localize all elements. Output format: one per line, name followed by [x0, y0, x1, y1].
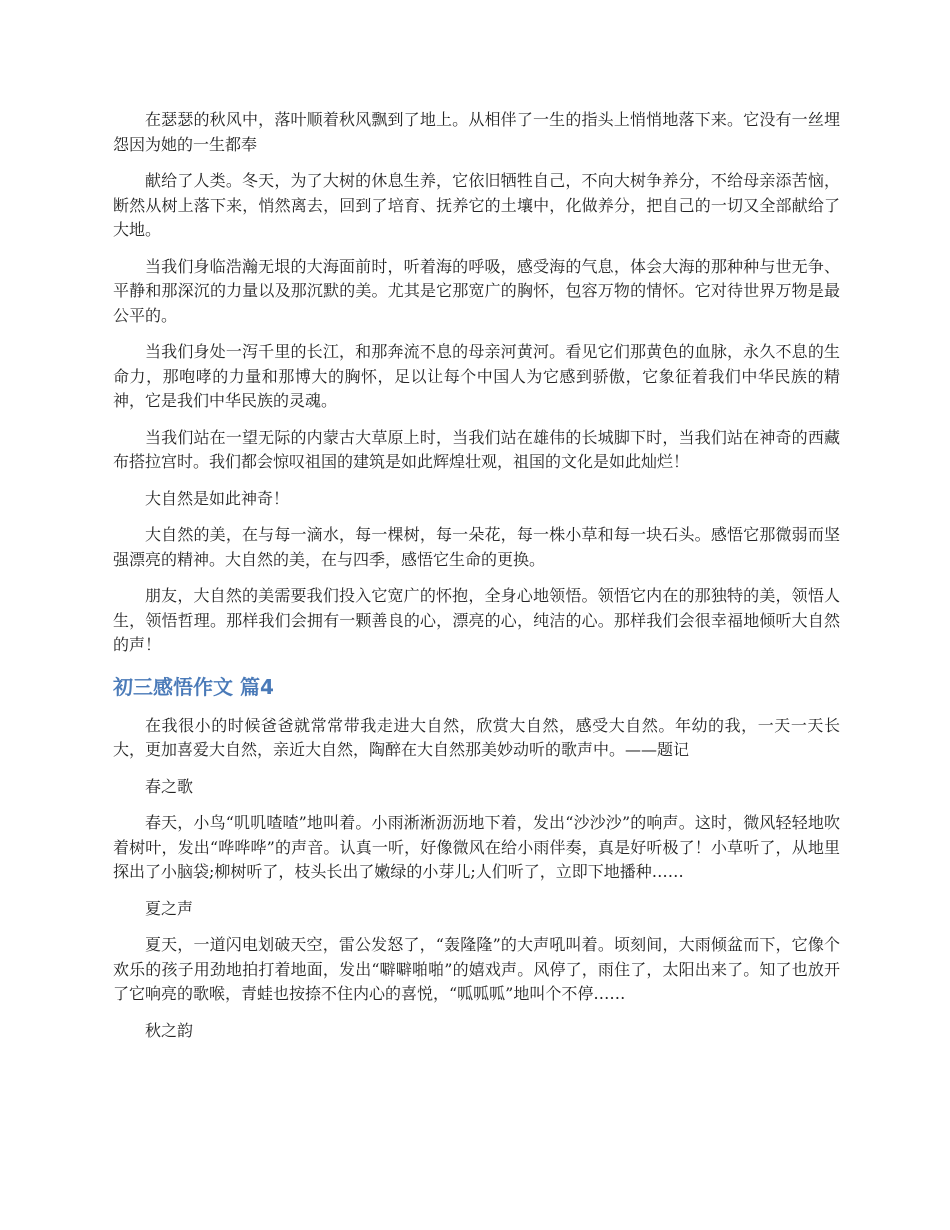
section-heading: 初三感悟作文 篇4	[113, 674, 274, 699]
paragraph: 夏天，一道闪电划破天空，雷公发怒了，“轰隆隆”的大声吼叫着。顷刻间，大雨倾盆而下，它像个欢乐的孩子用劲地拍打着地面，发出“噼噼啪啪”的嬉戏声。风停了，雨住了，太阳出来了。知了也放开了它响亮的歌喉，青蛙也按捺不住内心的喜悦，“呱呱呱”地叫个不停……	[113, 935, 840, 1003]
subheading-spring: 春之歌	[145, 776, 194, 796]
paragraph: 当我们站在一望无际的内蒙古大草原上时，当我们站在雄伟的长城脚下时，当我们站在神奇的西藏布搭拉宫时。我们都会惊叹祖国的建筑是如此辉煌壮观，祖国的文化是如此灿烂！	[113, 427, 840, 471]
paragraph: 献给了人类。冬天，为了大树的休息生养，它依旧牺牲自己，不向大树争养分，不给母亲添苦恼，断然从树上落下来，悄然离去，回到了培育、抚养它的土壤中，化做养分，把自己的一切又全部献给了大地。	[113, 171, 840, 239]
document-page	[113, 108, 840, 1055]
paragraph: 在瑟瑟的秋风中，落叶顺着秋风飘到了地上。从相伴了一生的指头上悄悄地落下来。它没有一丝埋怨因为她的一生都奉	[113, 110, 840, 154]
paragraph: 当我们身处一泻千里的长江，和那奔流不息的母亲河黄河。看见它们那黄色的血脉，永久不息的生命力，那咆哮的力量和那博大的胸怀，足以让每个中国人为它感到骄傲，它象征着我们中华民族的精神，它是我们中华民族的灵魂。	[113, 342, 840, 410]
paragraph: 当我们身临浩瀚无垠的大海面前时，听着海的呼吸，感受海的气息，体会大海的那种种与世无争、平静和那深沉的力量以及那沉默的美。尤其是它那宽广的胸怀，包容万物的情怀。它对待世界万物是最公平的。	[113, 256, 840, 325]
subheading-autumn: 秋之韵	[145, 1020, 194, 1040]
paragraph: 在我很小的时候爸爸就常常带我走进大自然，欣赏大自然，感受大自然。年幼的我，一天一天长大，更加喜爱大自然，亲近大自然，陶醉在大自然那美妙动听的歌声中。——题记	[113, 715, 840, 759]
paragraph: 朋友，大自然的美需要我们投入它宽广的怀抱，全身心地领悟。领悟它内在的那独特的美，领悟人生，领悟哲理。那样我们会拥有一颗善良的心，漂亮的心，纯洁的心。那样我们会很幸福地倾听大自然的声！	[113, 586, 840, 654]
paragraph: 大自然的美，在与每一滴水，每一棵树，每一朵花，每一株小草和每一块石头。感悟它那微弱而坚强漂亮的精神。大自然的美，在与四季，感悟它生命的更换。	[113, 525, 840, 569]
paragraph: 大自然是如此神奇！	[145, 488, 290, 508]
paragraph: 春天，小鸟“叽叽喳喳”地叫着。小雨淅淅沥沥地下着，发出“沙沙沙”的响声。这时，微风轻轻地吹着树叶，发出“哗哗哗”的声音。认真一听，好像微风在给小雨伴奏，真是好听极了！小草听了，从地里探出了小脑袋;柳树听了，枝头长出了嫩绿的小芽儿;人们听了，立即下地播种……	[113, 813, 840, 881]
subheading-summer: 夏之声	[145, 898, 194, 918]
